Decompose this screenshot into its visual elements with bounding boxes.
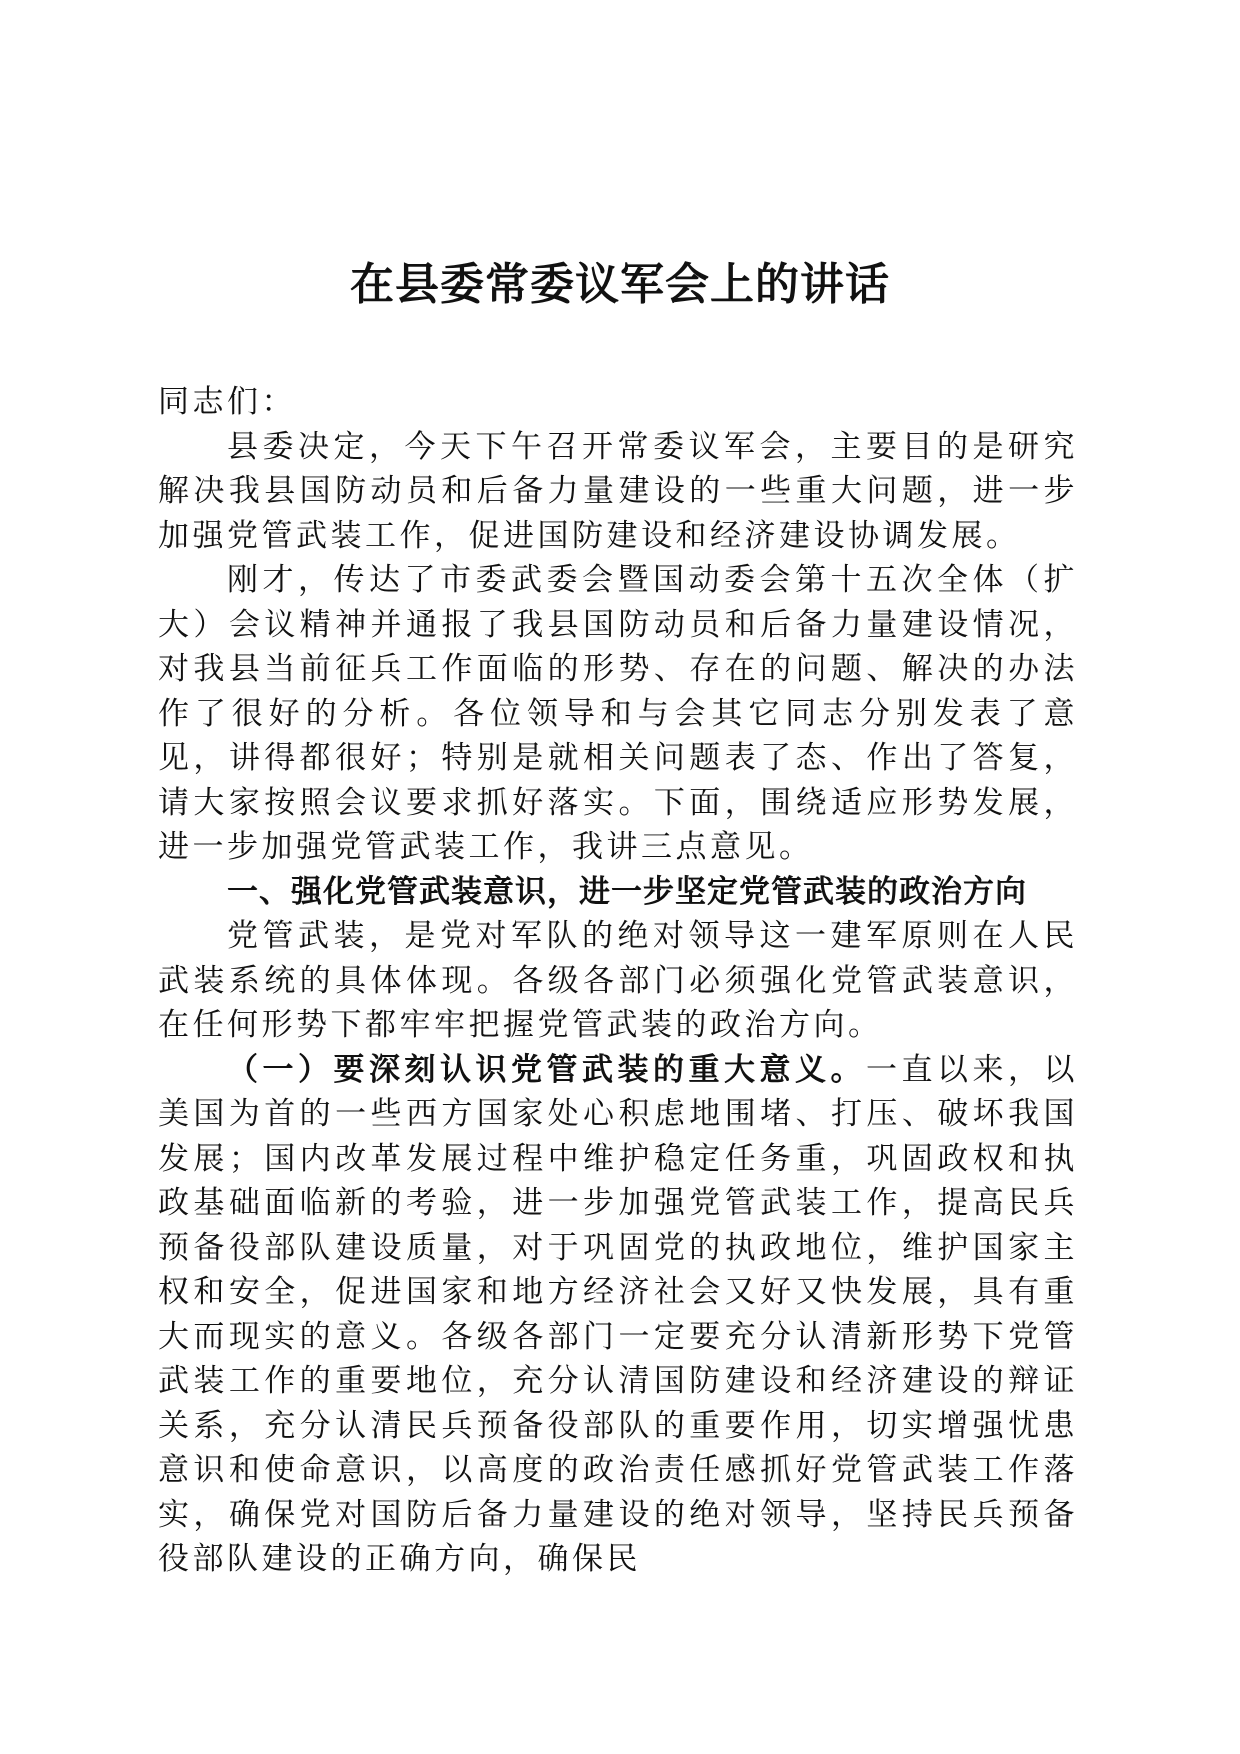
document-body [158,380,1078,1582]
paragraph-summary: 刚才，传达了市委武委会暨国动委会第十五次全体（扩大）会议精神并通报了我县国防动员和后备力量建设情况，对我县当前征兵工作面临的形势、存在的问题、解决的办法作了很好的分析。各位领导和与会其它同志分别发表了意见，讲得都很好；特别是就相关问题表了态、作出了答复，请大家按照会议要求抓好落实。下面，围绕适应形势发展，进一步加强党管武装工作，我讲三点意见。 [158,562,1078,865]
point-paragraph-1 [158,1048,1078,1582]
point-text-1: 一直以来，以美国为首的一些西方国家处心积虑地围堵、打压、破坏我国发展；国内改革发展过程中维护稳定任务重，巩固政权和执政基础面临新的考验，进一步加强党管武装工作，提高民兵预备役部队建设质量，对于巩固党的执政地位，维护国家主权和安全，促进国家和地方经济社会又好又快发展，具有重大而现实的意义。各级各部门一定要充分认清新形势下党管武装工作的重要地位，充分认清国防建设和经济建设的辩证关系，充分认清民兵预备役部队的重要作用，切实增强忧患意识和使命意识，以高度的政治责任感抓好党管武装工作落实，确保党对国防后备力量建设的绝对领导，坚持民兵预备役部队建设的正确方向，确保民 [158,1051,1078,1577]
salutation: 同志们： [158,384,296,420]
point-heading-1: （一）要深刻认识党管武装的重大意义。 [227,1051,866,1088]
section-intro-1: 党管武装，是党对军队的绝对领导这一建军原则在人民武装系统的具体体现。各级各部门必须强化党管武装意识，在任何形势下都牢牢把握党管武装的政治方向。 [158,918,1078,1043]
paragraph-opening: 县委决定，今天下午召开常委议军会，主要目的是研究解决我县国防动员和后备力量建设的一些重大问题，进一步加强党管武装工作，促进国防建设和经济建设协调发展。 [158,428,1078,554]
document-title: 在县委常委议军会上的讲话 [350,259,890,310]
section-heading-1: 一、强化党管武装意识，进一步坚定党管武装的政治方向 [227,873,1027,910]
